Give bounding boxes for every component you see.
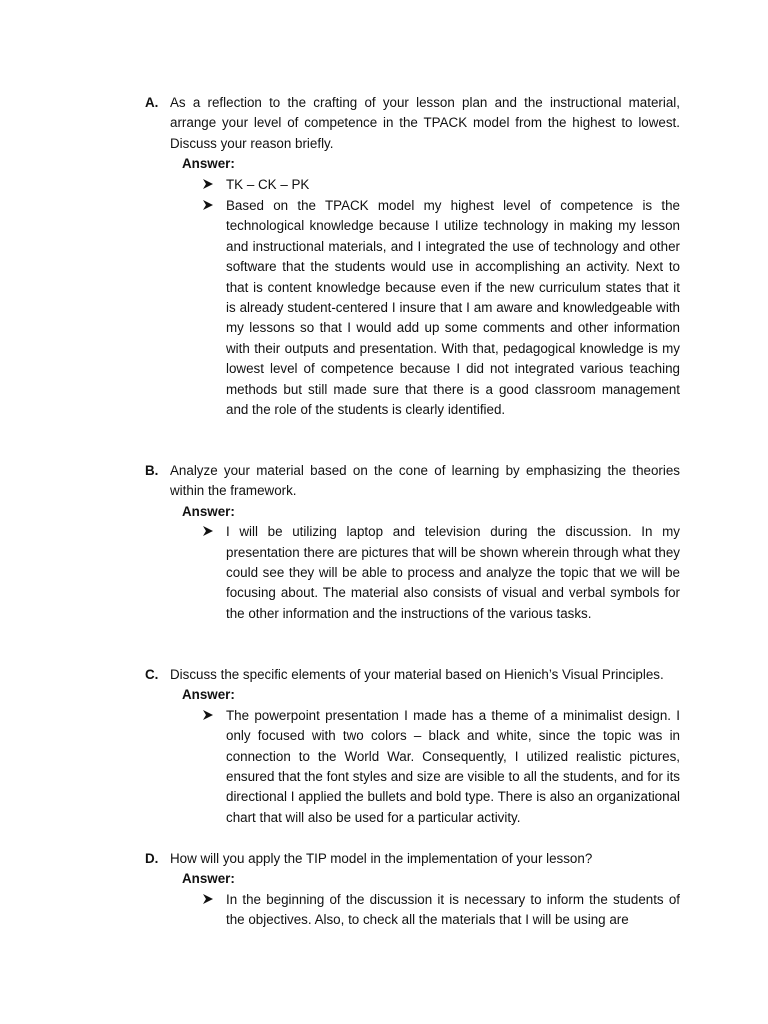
bullet-text: TK – CK – PK bbox=[226, 176, 310, 192]
bullet-item bbox=[202, 890, 680, 931]
arrowhead-bullet-icon bbox=[202, 175, 226, 196]
section-c bbox=[145, 665, 680, 828]
question-letter: D. bbox=[145, 851, 159, 866]
bullet-item bbox=[202, 196, 680, 420]
arrowhead-bullet-icon bbox=[202, 196, 226, 420]
section-a bbox=[145, 93, 680, 421]
bullet-text: The powerpoint presentation I made has a theme of a minimalist design. I only focused with two colors – black and white, since the topic was in connection to the World War. Consequently, I utilized realistic pictures, ensured that the font styles and size are visible to all the students, and for its directional I applied the bullets and bold type. There is also an organizational chart that will also be used for a particular activity. bbox=[226, 707, 680, 825]
bullet-item bbox=[202, 522, 680, 624]
question-row bbox=[145, 93, 680, 154]
arrowhead-bullet-icon bbox=[202, 706, 226, 828]
question-text: As a reflection to the crafting of your lesson plan and the instructional material, arrange your level of competence in the TPACK model from the highest to lowest. Discuss your reason briefly. bbox=[170, 95, 680, 151]
question-row bbox=[145, 849, 680, 869]
answer-label: Answer: bbox=[182, 871, 235, 887]
arrowhead-bullet-icon bbox=[202, 890, 226, 931]
answer-label: Answer: bbox=[182, 687, 235, 703]
answer-label: Answer: bbox=[182, 156, 235, 172]
question-text: How will you apply the TIP model in the implementation of your lesson? bbox=[170, 851, 593, 866]
question-letter: A. bbox=[145, 95, 159, 110]
bullet-item bbox=[202, 706, 680, 828]
answer-label: Answer: bbox=[182, 503, 235, 519]
question-text: Discuss the specific elements of your material based on Hienich’s Visual Principles. bbox=[170, 667, 664, 682]
bullet-text: Based on the TPACK model my highest level of competence is the technological knowledge because I utilize technology in making my lesson and instructional materials, and I integrated the use of technology and other software that the students would use in accomplishing an activity. Next to that is content knowledge because even if the new curriculum states that it is already student-centered I insure that I am aware and knowledgeable with my lessons so that I would add up some comments and other information with their outputs and presentation. With that, pedagogical knowledge is my lowest level of competence because I did not integrated various teaching methods but still made sure that there is a good classroom management and the role of the students is clearly identified. bbox=[226, 198, 680, 418]
question-letter: B. bbox=[145, 463, 159, 478]
section-d bbox=[145, 849, 680, 931]
question-text: Analyze your material based on the cone of learning by emphasizing the theories within the framework. bbox=[170, 463, 680, 499]
bullet-text: I will be utilizing laptop and television during the discussion. In my presentation there are pictures that will be shown wherein through what they could see they will be able to process and analyze the topic that we will be focusing about. The material also consists of visual and verbal symbols for the other information and the instructions of the various tasks. bbox=[226, 524, 680, 621]
bullet-item bbox=[202, 175, 680, 196]
question-row bbox=[145, 665, 680, 685]
bullet-text: In the beginning of the discussion it is necessary to inform the students of the objectives. Also, to check all the materials that I will be using are bbox=[226, 891, 680, 928]
question-letter: C. bbox=[145, 667, 159, 682]
question-row bbox=[145, 461, 680, 502]
arrowhead-bullet-icon bbox=[202, 522, 226, 624]
section-b bbox=[145, 461, 680, 624]
